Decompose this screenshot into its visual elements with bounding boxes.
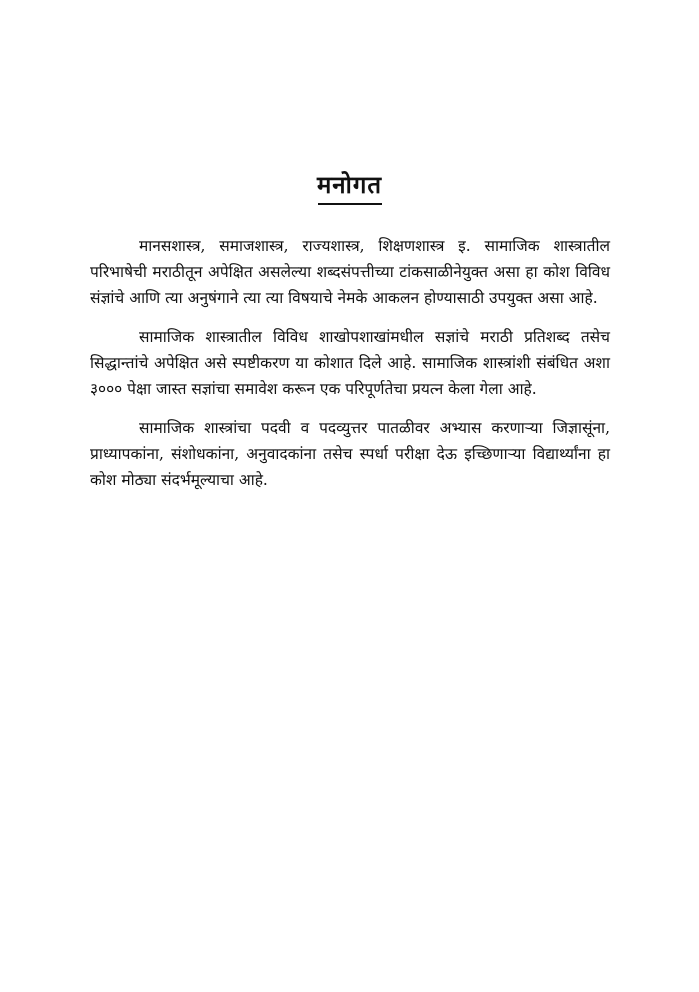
title-underline — [318, 203, 382, 205]
page-title: मनोगत — [316, 170, 383, 199]
body-text — [90, 233, 610, 506]
paragraph-2: सामाजिक शास्त्रातील विविध शाखोपशाखांमधील सज्ञांचे मराठी प्रतिशब्द तसेच सिद्धान्तांचे अपेक्षित असे स्पष्टीकरण या कोशात दिले आहे. सामाजिक शास्त्रांशी संबंधित अशा ३००० पेक्षा जास्त सज्ञांचा समावेश करून एक परिपूर्णतेचा प्रयत्न केला गेला आहे. — [90, 328, 610, 398]
paragraph-1: मानसशास्त्र, समाजशास्त्र, राज्यशास्त्र, शिक्षणशास्त्र इ. सामाजिक शास्त्रातील परिभाषेची मराठीतून अपेक्षित असलेल्या शब्दसंपत्तीच्या टांकसाळीनेयुक्त असा हा कोश विविध संज्ञांचे आणि त्या अनुषंगाने त्या त्या विषयाचे नेमके आकलन होण्यासाठी उपयुक्त असा आहे. — [90, 237, 610, 307]
title-container — [0, 168, 699, 202]
paragraph-3: सामाजिक शास्त्रांचा पदवी व पदव्युत्तर पातळीवर अभ्यास करणाऱ्या जिज्ञासूंना, प्राध्यापकांना, संशोधकांना, अनुवादकांना तसेच स्पर्धा परीक्षा देऊ इच्छिणाऱ्या विद्यार्थ्यांना हा कोश मोठ्या संदर्भमूल्याचा आहे. — [90, 419, 610, 489]
